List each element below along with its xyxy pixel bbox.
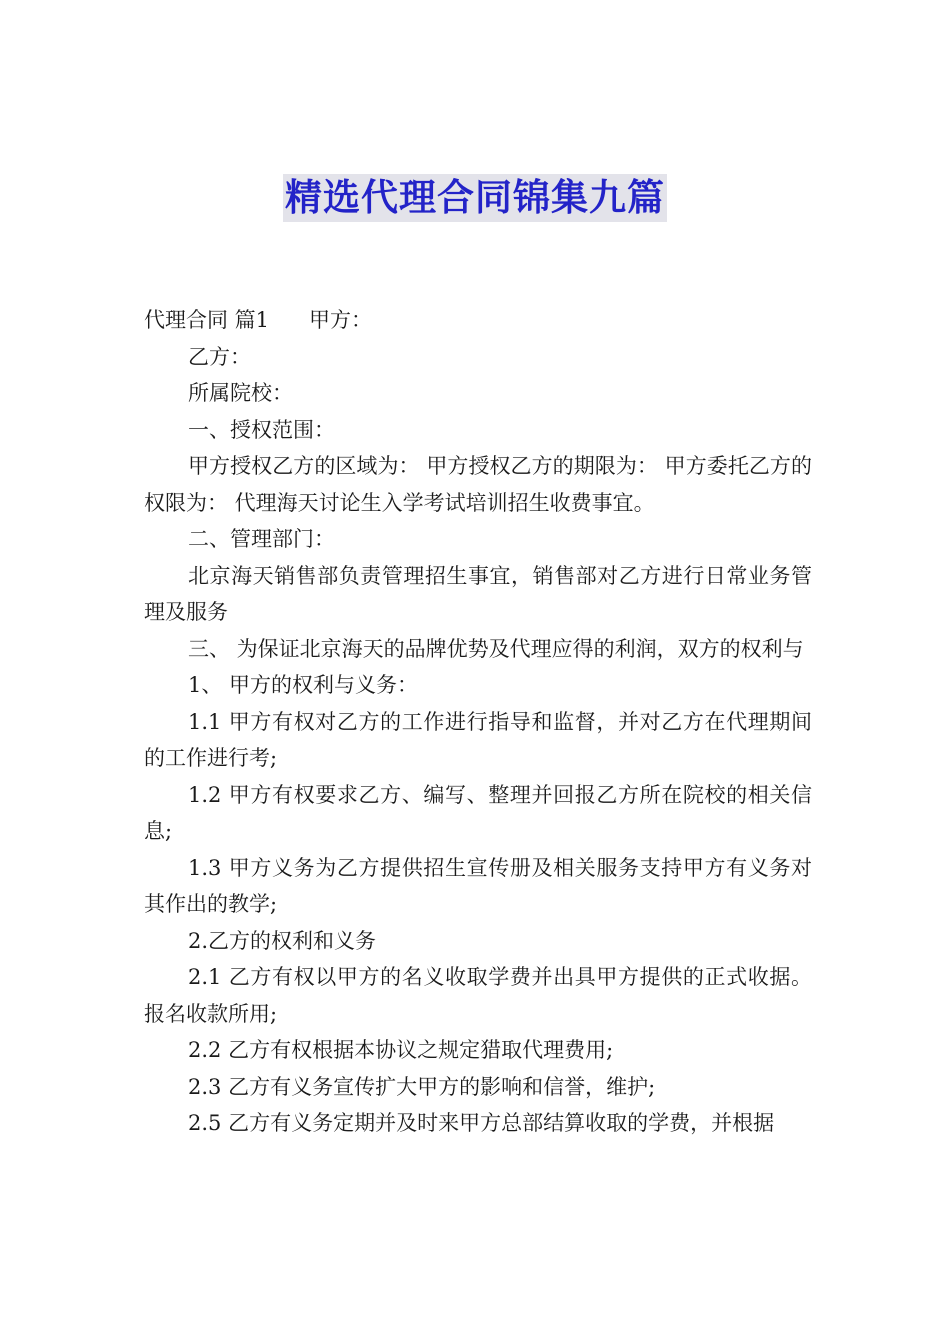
subsection-heading-2: 2.乙方的权利和义务: [188, 928, 377, 953]
section-heading-1: 一、授权范围：: [188, 417, 335, 442]
title-container: [0, 174, 950, 222]
clause-2-1: 2.1 乙方有权以甲方的名义收取学费并出具甲方提供的正式收据。报名收款所用;: [144, 965, 812, 1026]
clause-2-3: 2.3 乙方有义务宣传扩大甲方的影响和信誉，维护;: [188, 1074, 656, 1099]
clause-2-5: 2.5 乙方有义务定期并及时来甲方总部结算收取的学费，并根据: [188, 1111, 775, 1135]
paragraph-party-b: 乙方：: [188, 344, 251, 369]
document-title: 精选代理合同锦集九篇: [283, 174, 667, 222]
party-a-label: 甲方：: [309, 308, 373, 332]
first-line: [144, 302, 812, 339]
paragraph-school: 所属院校：: [188, 381, 293, 405]
subsection-heading-1: 1、 甲方的权利与义务：: [188, 673, 419, 697]
paragraph-management: 北京海天销售部负责管理招生事宜，销售部对乙方进行日常业务管理及服务: [144, 563, 812, 624]
section-heading-2: 二、管理部门：: [188, 527, 335, 551]
section-heading-3: 三、 为保证北京海天的品牌优势及代理应得的利润，双方的权利与: [188, 636, 804, 661]
clause-2-2: 2.2 乙方有权根据本协议之规定猎取代理费用;: [188, 1038, 614, 1062]
clause-1-2: 1.2 甲方有权要求乙方、编写、整理并回报乙方所在院校的相关信息;: [144, 782, 812, 843]
contract-heading: 代理合同 篇1: [144, 308, 270, 332]
paragraph-authorization: 甲方授权乙方的区域为： 甲方授权乙方的期限为： 甲方委托乙方的权限为： 代理海天讨论生入学考试培训招生收费事宜。: [144, 454, 812, 515]
document-body: [144, 302, 812, 1142]
clause-1-3: 1.3 甲方义务为乙方提供招生宣传册及相关服务支持甲方有义务对其作出的教学;: [144, 855, 812, 916]
clause-1-1: 1.1 甲方有权对乙方的工作进行指导和监督，并对乙方在代理期间的工作进行考;: [144, 709, 812, 770]
